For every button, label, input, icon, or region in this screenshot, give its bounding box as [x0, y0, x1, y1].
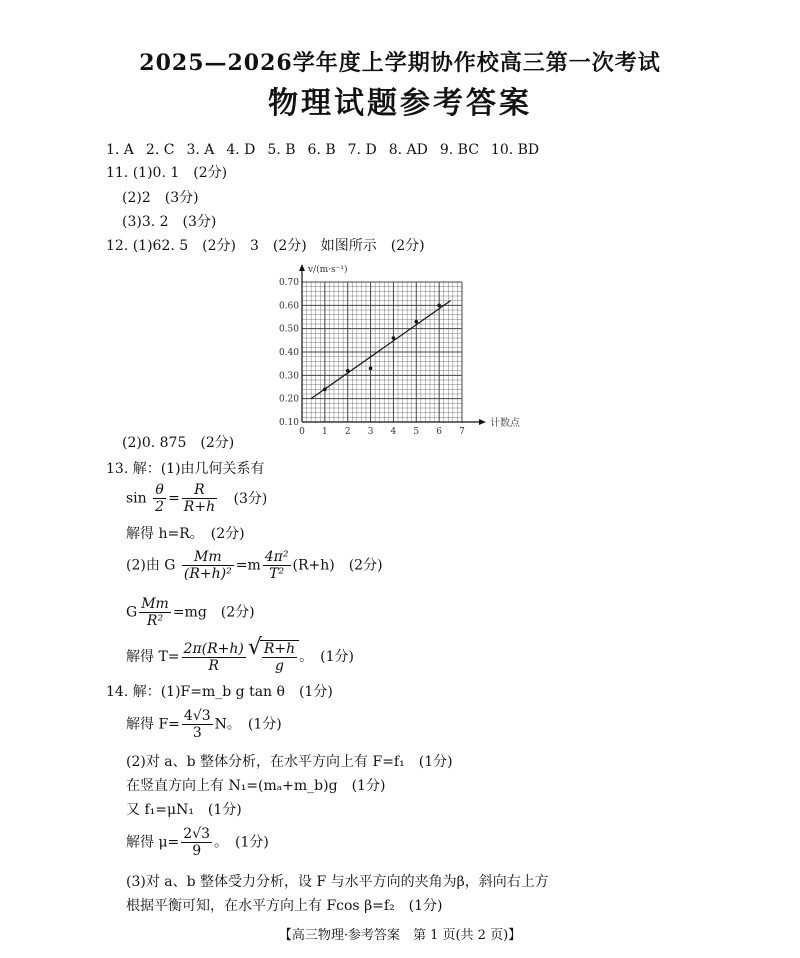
data-point	[323, 388, 327, 392]
x-tick-label: 1	[321, 427, 328, 437]
eq3-prefix: G	[126, 604, 138, 621]
data-point	[369, 367, 373, 371]
q13-eq2	[126, 549, 383, 582]
q14-p2-frac: $\frac{4√3}{3}$	[183, 708, 211, 741]
x-tick-label: 3	[367, 427, 374, 437]
fit-line	[311, 301, 450, 399]
data-point	[414, 320, 418, 324]
x-tick-label: 6	[436, 427, 443, 437]
eq4-tail: 。 (1分)	[299, 649, 354, 665]
q13-intro: 13. 解：(1)由几何关系有	[106, 461, 265, 477]
data-point	[392, 336, 396, 340]
y-tick-label: 0.60	[278, 301, 299, 312]
mc-answer: 2. C	[145, 142, 175, 158]
mc-answer: 3. A	[186, 142, 215, 158]
y-tick-label: 0.10	[278, 418, 299, 428]
eq4-sqrt: √ $\frac{R+h}{g}$	[248, 640, 299, 674]
q14-part5: 又 f₁=μN₁ (1分)	[126, 802, 242, 818]
y-tick-label: 0.40	[278, 348, 299, 358]
y-axis-arrow	[299, 264, 305, 271]
q14-p6-frac: $\frac{2√3}{9}$	[183, 826, 211, 859]
q14-part8: 根据平衡可知，在水平方向上有 Fcos β=f₂ (1分)	[126, 898, 443, 914]
eq2-frac-4pi: $\frac{\text{4π²}}{\text{T²}}$	[264, 549, 289, 582]
q12-part2: (2)0. 875 (2分)	[122, 435, 235, 451]
y-tick-label: 0.20	[278, 394, 299, 405]
eq2-frac-mm: $\frac{Mm}{\text{(R+h)²}}$	[183, 549, 232, 582]
mc-answer: 1. A	[106, 142, 134, 158]
eq1-score: (3分)	[233, 490, 268, 507]
eq4-frac: $\frac{2\pi(R+h)}{R}$	[183, 640, 244, 674]
multiple-choice-answers	[106, 140, 551, 160]
mc-answer: 10. BD	[490, 142, 540, 158]
q14-part4: 在竖直方向上有 N₁=(mₐ+m_b)g (1分)	[126, 778, 386, 794]
x-axis-arrow	[479, 419, 486, 425]
x-tick-label: 2	[344, 427, 351, 437]
eq2-prefix: (2)由 G	[126, 557, 176, 574]
eq1-equals: =	[168, 490, 180, 507]
eq3-frac: $\frac{Mm}{\text{R²}}$	[141, 596, 169, 629]
q14-part2	[126, 708, 282, 741]
mc-answer: 5. B	[267, 142, 296, 158]
mc-answer: 7. D	[347, 142, 377, 158]
q13-result1: 解得 h=R。 (2分)	[126, 526, 245, 542]
q14-p6-prefix: 解得 μ=	[126, 834, 180, 851]
q11-part2: (2)2 (3分)	[122, 190, 199, 206]
q14-p2-prefix: 解得 F=	[126, 716, 180, 733]
eq4-prefix: 解得 T=	[126, 649, 180, 665]
q14-part1: 14. 解：(1)F=m_b g tan θ (1分)	[106, 684, 333, 700]
mc-answer: 9. BC	[439, 142, 479, 158]
eq2-mid: =m	[235, 557, 261, 574]
mc-answer: 4. D	[226, 142, 256, 158]
x-tick-label: 4	[390, 427, 397, 437]
mc-answer: 6. B	[307, 142, 336, 158]
q14-p2-tail: N。 (1分)	[214, 716, 282, 733]
eq3-tail: =mg (2分)	[172, 604, 255, 621]
eq2-tail: (R+h) (2分)	[292, 557, 383, 574]
eq1-frac-theta: $\frac{\theta}{2}$	[155, 482, 165, 515]
q14-part6	[126, 826, 269, 859]
exam-title: 2025—2026学年度上学期协作校高三第一次考试	[139, 50, 661, 76]
eq1-frac-r: $\frac{R}{R+h}$	[183, 482, 216, 515]
y-axis-label: v/(m·s⁻¹)	[308, 265, 348, 275]
q14-part3: (2)对 a、b 整体分析，在水平方向上有 F=f₁ (1分)	[126, 754, 453, 770]
q13-eq4	[126, 635, 354, 674]
answer-key-title: 物理试题参考答案	[268, 86, 532, 121]
q13-eq3	[126, 596, 255, 629]
q14-p6-tail: 。 (1分)	[214, 834, 269, 851]
mc-answer: 8. AD	[388, 142, 428, 158]
y-tick-label: 0.50	[278, 324, 299, 335]
y-tick-label: 0.70	[278, 278, 299, 288]
q13-eq1	[126, 482, 267, 515]
velocity-chart	[270, 258, 530, 438]
data-point	[437, 304, 441, 308]
x-tick-label: 0	[299, 427, 305, 437]
page-footer: 【高三物理·参考答案 第 1 页(共 2 页)】	[278, 928, 522, 943]
eq1-sin: sin	[126, 490, 147, 507]
q11-part1: 11. (1)0. 1 (2分)	[106, 165, 228, 181]
x-axis-label: 计数点	[490, 418, 520, 429]
q12-part1: 12. (1)62. 5 (2分) 3 (2分) 如图所示 (2分)	[106, 238, 425, 254]
y-tick-label: 0.30	[278, 371, 299, 382]
x-tick-label: 7	[459, 427, 465, 437]
q14-part7: (3)对 a、b 整体受力分析，设 F 与水平方向的夹角为β，斜向右上方	[126, 874, 549, 890]
x-tick-label: 5	[413, 427, 420, 437]
q11-part3: (3)3. 2 (3分)	[122, 214, 217, 230]
data-point	[346, 369, 350, 373]
